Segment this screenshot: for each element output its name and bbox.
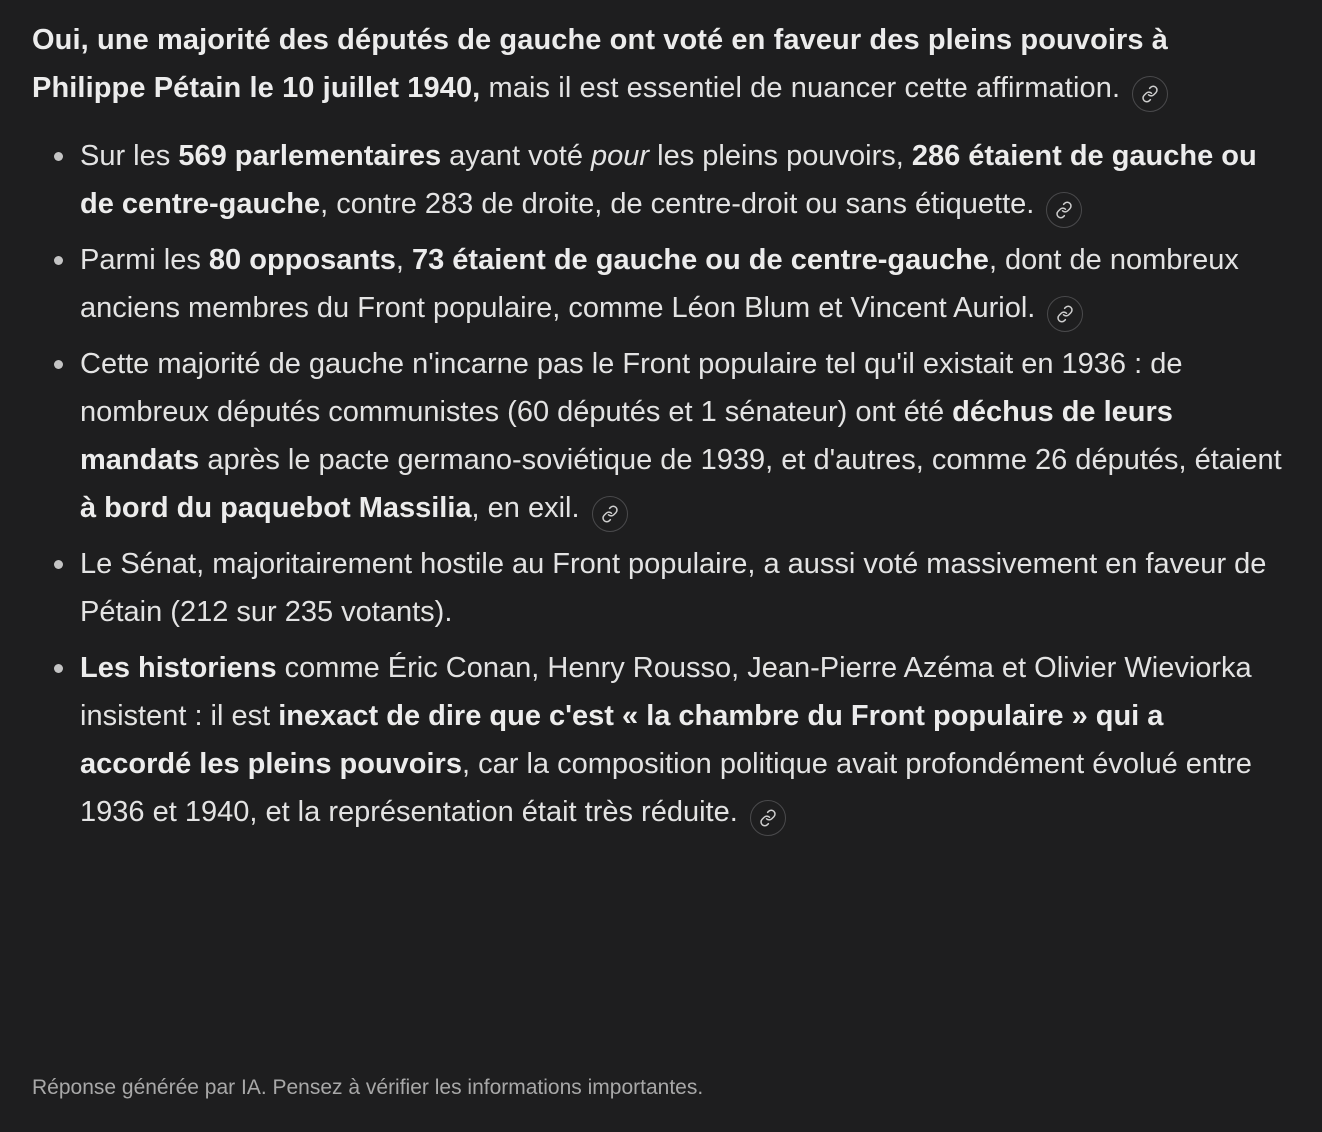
list-item [32, 644, 1282, 836]
item-bold: 73 étaient de gauche ou de centre-gauche [411, 244, 989, 276]
source-link-button[interactable] [1046, 192, 1082, 228]
item-text: les pleins pouvoirs, [649, 140, 912, 172]
answer-bullet-list [32, 132, 1282, 836]
item-text: Sur les [80, 140, 179, 172]
link-icon [601, 505, 619, 523]
bullet-icon [54, 256, 63, 265]
item-bold: 80 opposants [208, 244, 396, 276]
item-text: , [395, 244, 412, 276]
intro-bold: Oui, une majorité des députés de gauche ont voté en faveur des pleins pouvoirs à Philippe Pétain le 10 juillet 1940, [32, 24, 1169, 104]
link-icon [1141, 85, 1159, 103]
item-bold: déchus de leurs mandats [80, 396, 1173, 476]
link-icon [1055, 201, 1073, 219]
item-text: Cette majorité de gauche n'incarne pas le Front populaire tel qu'il existait en 1936 : de nombreux députés communistes (60 députés et 1 sénateur) ont été [80, 348, 1183, 428]
list-item [32, 340, 1282, 532]
item-bold: 286 étaient de gauche ou de centre-gauche [80, 140, 1257, 220]
item-bold: à bord du paquebot Massilia [80, 492, 472, 524]
list-item [32, 132, 1282, 228]
item-text: , contre 283 de droite, de centre-droit ou sans étiquette. [320, 188, 1043, 220]
item-bold: inexact de dire que c'est « la chambre du Front populaire » qui a accordé les pleins pouvoirs [80, 700, 1164, 780]
item-text: Le Sénat, majoritairement hostile au Front populaire, a aussi voté massivement en faveur de Pétain (212 sur 235 votants). [80, 548, 1267, 628]
bullet-icon [54, 560, 63, 569]
bullet-icon [54, 360, 63, 369]
list-item [32, 236, 1282, 332]
bullet-icon [54, 152, 63, 161]
source-link-button[interactable] [592, 496, 628, 532]
item-bold: 569 parlementaires [178, 140, 442, 172]
item-text: Parmi les [80, 244, 209, 276]
ai-disclaimer: Réponse générée par IA. Pensez à vérifier les informations importantes. [32, 1076, 704, 1099]
bullet-icon [54, 664, 63, 673]
item-text: après le pacte germano-soviétique de 1939, et d'autres, comme 26 députés, étaient [199, 444, 1282, 476]
item-italic: pour [591, 140, 650, 172]
answer-intro [32, 16, 1282, 112]
link-icon [759, 809, 777, 827]
ai-answer [32, 16, 1282, 844]
item-text: comme Éric Conan, Henry Rousso, Jean-Pierre Azéma et Olivier Wieviorka insistent : il est [80, 652, 1252, 732]
item-text: ayant voté [441, 140, 592, 172]
link-icon [1056, 305, 1074, 323]
source-link-button[interactable] [1047, 296, 1083, 332]
list-item [32, 540, 1282, 636]
source-link-button[interactable] [1132, 76, 1168, 112]
item-text: , en exil. [471, 492, 588, 524]
item-text: , dont de nombreux anciens membres du Front populaire, comme Léon Blum et Vincent Auriol. [80, 244, 1239, 324]
item-text: , car la composition politique avait profondément évolué entre 1936 et 1940, et la représentation était très réduite. [80, 748, 1252, 828]
item-bold: Les historiens [80, 652, 277, 684]
intro-text: mais il est essentiel de nuancer cette affirmation. [480, 72, 1129, 104]
source-link-button[interactable] [750, 800, 786, 836]
